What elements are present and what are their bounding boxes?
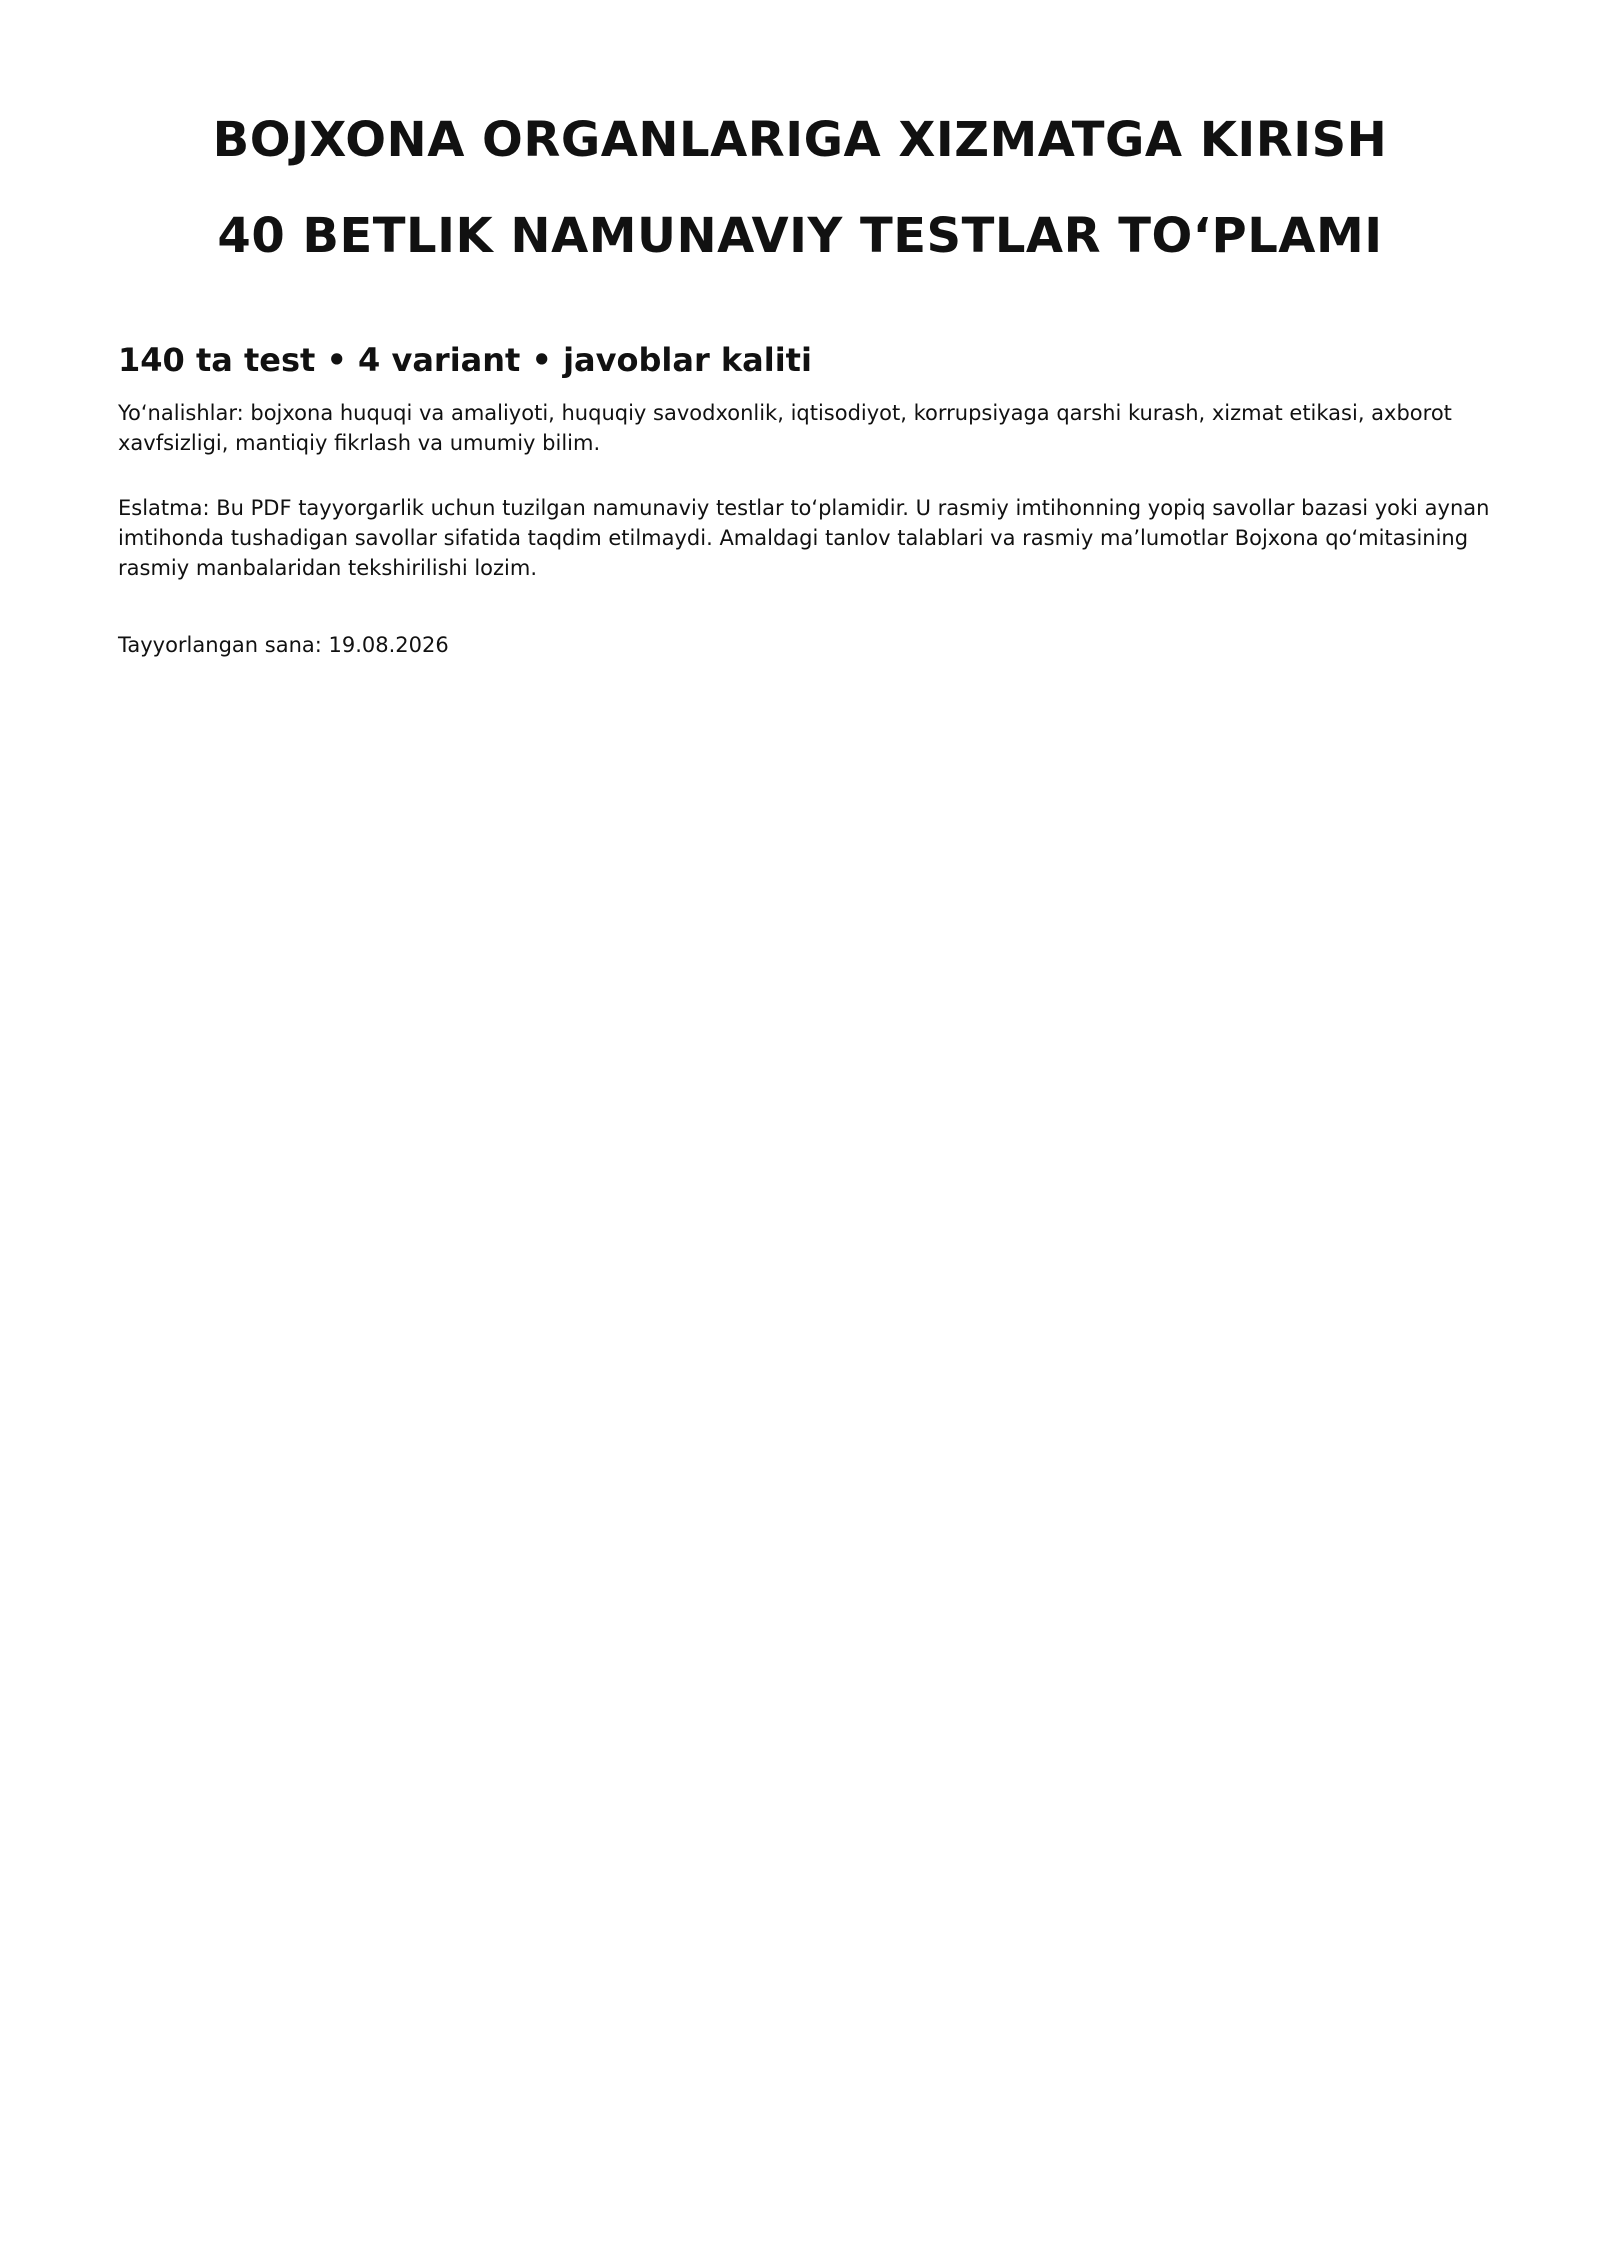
note-paragraph: Eslatma: Bu PDF tayyorgarlik uchun tuzilgan namunaviy testlar to‘plamidir. U rasmiy imtihonning yopiq savollar bazasi yoki aynan imtihonda tushadigan savollar sifatida taqdim etilmaydi. Amaldagi tanlov talablari va rasmiy ma’lumotlar Bojxona qo‘mitasining rasmiy manbalaridan tekshirilishi lozim.	[118, 496, 1490, 580]
document-title-line-2: 40 BETLIK NAMUNAVIY TESTLAR TO‘PLAMI	[217, 208, 1383, 264]
prepared-date: Tayyorlangan sana: 19.08.2026	[118, 633, 449, 657]
document-subtitle: 140 ta test • 4 variant • javoblar kaliti	[118, 341, 812, 379]
document-title-line-1: BOJXONA ORGANLARIGA XIZMATGA KIRISH	[212, 112, 1388, 168]
topics-paragraph: Yo‘nalishlar: bojxona huquqi va amaliyoti, huquqiy savodxonlik, iqtisodiyot, korrupsiyaga qarshi kurash, xizmat etikasi, axborot xavfsizligi, mantiqiy fikrlash va umumiy bilim.	[118, 401, 1452, 455]
